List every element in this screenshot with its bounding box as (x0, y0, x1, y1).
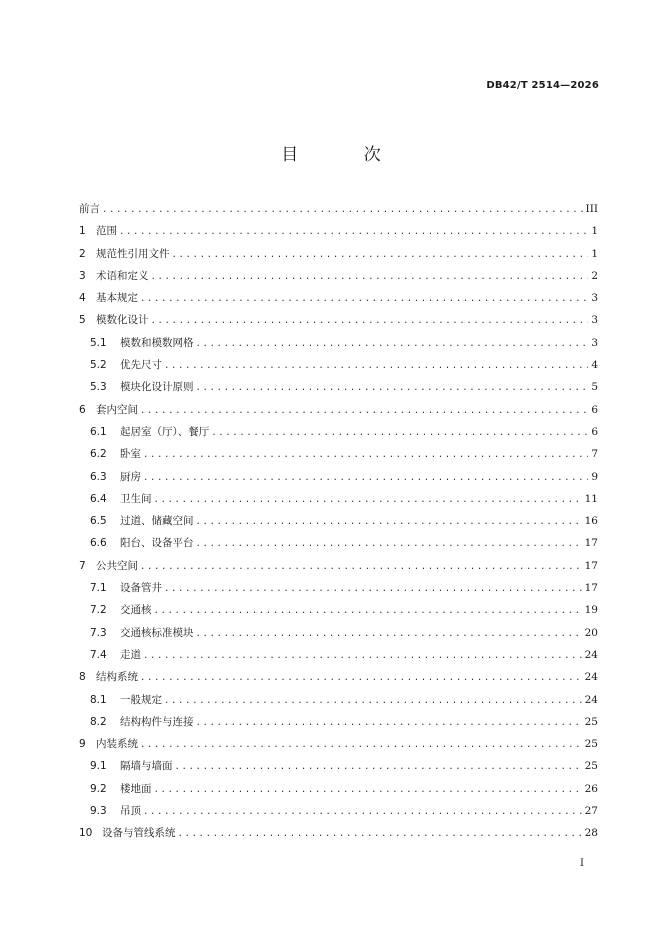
toc-entry-title: 吊顶 (120, 805, 141, 818)
toc-entry-title: 厨房 (120, 470, 141, 483)
toc-entry-page: 3 (591, 336, 598, 349)
toc-entry-title: 结构构件与连接 (120, 715, 194, 728)
toc-entry-title: 隔墙与墙面 (120, 760, 173, 773)
toc-entry-number: 9.1 (90, 760, 107, 773)
toc-entry[interactable] (79, 599, 598, 621)
toc-entry-number: 3 (79, 269, 86, 282)
toc-dot-leader (178, 823, 582, 845)
toc-entry[interactable] (79, 376, 598, 398)
toc-entry-number: 5.2 (90, 359, 107, 372)
toc-entry-page: 27 (584, 805, 598, 818)
toc-entry[interactable] (79, 622, 598, 644)
toc-dot-leader (164, 690, 582, 712)
toc-dot-leader (196, 511, 582, 533)
toc-entry[interactable] (79, 800, 598, 822)
toc-entry-number: 5.3 (90, 381, 107, 394)
toc-entry-title: 交通核 (120, 604, 152, 617)
toc-entry-title: 术语和定义 (96, 269, 149, 282)
toc-entry-title: 卧室 (120, 448, 141, 461)
toc-entry-title: 卫生间 (120, 492, 152, 505)
toc-entry-page: 3 (591, 292, 598, 305)
toc-dot-leader (175, 756, 582, 778)
toc-entry-title: 前言 (79, 203, 100, 215)
toc-entry[interactable] (79, 644, 598, 666)
toc-entry[interactable] (79, 689, 598, 711)
toc-entry-title: 过道、储藏空间 (120, 515, 194, 528)
toc-entry-number: 9.2 (90, 782, 107, 795)
toc-entry-title: 基本规定 (96, 292, 138, 305)
toc-entry-title: 范围 (96, 225, 117, 238)
toc-entry-number: 9 (79, 738, 86, 751)
toc-entry-number: 7.2 (90, 604, 107, 617)
toc-dot-leader (196, 712, 582, 734)
toc-dot-leader (151, 266, 589, 288)
toc-dot-leader (172, 244, 589, 266)
toc-entry-page: 1 (591, 225, 598, 238)
toc-entry-title: 一般规定 (120, 693, 162, 706)
toc-title: 目 次 (281, 145, 411, 165)
toc-entry-page: 24 (584, 693, 598, 706)
toc-entry-title: 设备与管线系统 (102, 827, 176, 840)
toc-entry[interactable] (79, 287, 598, 309)
toc-entry[interactable] (79, 666, 598, 688)
toc-entry-title: 内装系统 (96, 738, 138, 751)
toc-entry[interactable] (79, 332, 598, 354)
toc-entry-number: 6.5 (90, 515, 107, 528)
toc-entry-title: 模数和模数网格 (120, 336, 194, 349)
toc-entry-page: 11 (584, 492, 598, 505)
toc-dot-leader (143, 444, 588, 466)
toc-entry-page: 5 (591, 381, 598, 394)
toc-dot-leader (143, 467, 588, 489)
toc-entry-page: 7 (591, 448, 598, 461)
toc-entry[interactable] (79, 198, 598, 220)
toc-dot-leader (211, 422, 588, 444)
toc-entry-page: 24 (584, 671, 598, 684)
toc-entry-page: 19 (584, 604, 598, 617)
toc-entry[interactable] (79, 488, 598, 510)
toc-entry-page: 25 (584, 760, 598, 773)
toc-entry-number: 7.3 (90, 626, 107, 639)
toc-entry-page: III (585, 203, 598, 215)
toc-dot-leader (154, 779, 582, 801)
toc-entry-title: 起居室（厅）、餐厅 (120, 425, 210, 438)
toc-entry-title: 优先尺寸 (120, 359, 162, 372)
toc-entry[interactable] (79, 755, 598, 777)
toc-entry[interactable] (79, 778, 598, 800)
toc-entry[interactable] (79, 443, 598, 465)
toc-entry-page: 28 (584, 827, 598, 840)
toc-entry-title: 模块化设计原则 (120, 381, 194, 394)
toc-dot-leader (151, 310, 589, 332)
toc-entry[interactable] (79, 309, 598, 331)
toc-dot-leader (164, 355, 588, 377)
toc-dot-leader (154, 489, 582, 511)
toc-entry-number: 2 (79, 247, 86, 260)
document-code: DB42/T 2514—2026 (486, 80, 599, 91)
toc-dot-leader (140, 288, 588, 310)
toc-dot-leader (196, 623, 582, 645)
toc-entry-title: 设备管井 (120, 582, 162, 595)
toc-dot-leader (154, 600, 582, 622)
table-of-contents (79, 198, 598, 845)
toc-entry-number: 5 (79, 314, 86, 327)
toc-entry-number: 6.6 (90, 537, 107, 550)
toc-entry-page: 25 (584, 738, 598, 751)
toc-entry-page: 16 (584, 515, 598, 528)
toc-entry-number: 6.3 (90, 470, 107, 483)
toc-entry-page: 6 (591, 403, 598, 416)
toc-entry-number: 4 (79, 292, 86, 305)
toc-entry-page: 17 (584, 582, 598, 595)
toc-entry-number: 8 (79, 671, 86, 684)
toc-entry[interactable] (79, 466, 598, 488)
toc-entry-title: 楼地面 (120, 782, 152, 795)
toc-entry-number: 6 (79, 403, 86, 416)
toc-entry-title: 规范性引用文件 (96, 247, 170, 260)
toc-entry-page: 17 (584, 537, 598, 550)
toc-entry[interactable] (79, 733, 598, 755)
toc-entry-page: 9 (591, 470, 598, 483)
toc-entry-page: 17 (584, 559, 598, 572)
toc-entry[interactable] (79, 220, 598, 242)
toc-entry[interactable] (79, 354, 598, 376)
toc-entry-page: 1 (591, 247, 598, 260)
toc-dot-leader (119, 221, 588, 243)
toc-entry[interactable] (79, 822, 598, 844)
toc-dot-leader (143, 645, 582, 667)
toc-entry-title: 公共空间 (96, 559, 138, 572)
toc-entry-title: 套内空间 (96, 403, 138, 416)
page-number: I (580, 858, 584, 869)
toc-entry-title: 模数化设计 (96, 314, 149, 327)
toc-entry[interactable] (79, 711, 598, 733)
toc-entry-number: 6.4 (90, 492, 107, 505)
toc-entry-title: 结构系统 (96, 671, 138, 684)
toc-entry[interactable] (79, 421, 598, 443)
toc-entry-page: 24 (584, 648, 598, 661)
toc-entry-page: 6 (591, 425, 598, 438)
toc-entry-page: 3 (591, 314, 598, 327)
toc-entry-number: 6.2 (90, 448, 107, 461)
toc-dot-leader (102, 199, 583, 221)
toc-entry-page: 4 (591, 359, 598, 372)
toc-entry-number: 7.1 (90, 582, 107, 595)
toc-entry-page: 20 (584, 626, 598, 639)
toc-entry-number: 6.1 (90, 425, 107, 438)
toc-entry-title: 走道 (120, 648, 141, 661)
toc-entry[interactable] (79, 577, 598, 599)
toc-entry[interactable] (79, 399, 598, 421)
toc-entry[interactable] (79, 510, 598, 532)
toc-entry-number: 7 (79, 559, 86, 572)
toc-entry-title: 交通核标准模块 (120, 626, 194, 639)
toc-dot-leader (140, 556, 582, 578)
toc-entry[interactable] (79, 265, 598, 287)
toc-dot-leader (140, 667, 582, 689)
toc-entry-number: 8.2 (90, 715, 107, 728)
toc-entry-title: 阳台、设备平台 (120, 537, 194, 550)
toc-dot-leader (140, 400, 588, 422)
toc-entry-number: 1 (79, 225, 86, 238)
toc-entry-number: 7.4 (90, 648, 107, 661)
toc-dot-leader (143, 801, 582, 823)
toc-dot-leader (140, 734, 582, 756)
toc-dot-leader (196, 377, 589, 399)
toc-entry-number: 10 (79, 827, 93, 840)
toc-entry-page: 26 (584, 782, 598, 795)
toc-entry-page: 2 (591, 269, 598, 282)
toc-entry[interactable] (79, 555, 598, 577)
toc-entry[interactable] (79, 532, 598, 554)
toc-entry-number: 9.3 (90, 805, 107, 818)
toc-dot-leader (196, 333, 589, 355)
toc-entry[interactable] (79, 243, 598, 265)
toc-entry-page: 25 (584, 715, 598, 728)
toc-entry-number: 5.1 (90, 336, 107, 349)
toc-entry-number: 8.1 (90, 693, 107, 706)
toc-dot-leader (196, 533, 582, 555)
toc-dot-leader (164, 578, 582, 600)
